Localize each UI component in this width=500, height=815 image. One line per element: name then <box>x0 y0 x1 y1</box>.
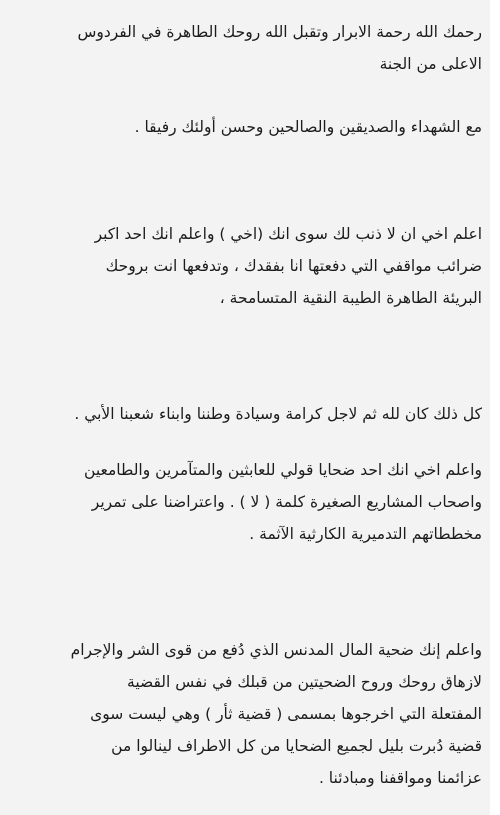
text-line: لازهاق روحك وروح الضحيتين من قبلك في نفس القضية <box>127 673 482 691</box>
text-line: واعلم إنك ضحية المال المدنس الذي دُفع من قوى الشر والإجرام <box>70 641 482 659</box>
paragraph-condolence <box>20 16 482 80</box>
paragraph-brother <box>20 218 482 314</box>
text-line: واعلم اخي انك احد ضحايا قولي للعابثين والمتآمرين والطامعين <box>84 461 482 479</box>
text-line: عزائمنا ومواقفنا ومبادئنا . <box>318 769 482 787</box>
text-line: المفتعلة التي اخرجوها بمسمى ( قضية ثأر ) وهي ليست سوى <box>90 705 482 723</box>
text-line: مع الشهداء والصديقين والصالحين وحسن أولئك رفيقا . <box>134 118 482 136</box>
text-line: قضية دُبرت بليل لجميع الضحايا من كل الاطراف لينالوا من <box>111 737 482 755</box>
paragraph-victims <box>20 454 482 550</box>
paragraph-dignity <box>20 398 482 430</box>
text-line: مخططاتهم التدميرية الكارثية الآثمة . <box>249 525 482 543</box>
text-line: البريئة الطاهرة الطيبة النقية المتسامحة ، <box>219 289 482 307</box>
paragraph-dirty-money <box>20 634 482 794</box>
text-line: كل ذلك كان لله ثم لاجل كرامة وسيادة وطننا وابناء شعبنا الأبي . <box>74 405 482 423</box>
text-line: رحمك الله رحمة الابرار وتقبل الله روحك الطاهرة في الفردوس <box>77 23 482 41</box>
text-line: اعلم اخي ان لا ذنب لك سوى انك (اخي ) واعلم انك احد اكبر <box>94 225 482 243</box>
text-line: ضرائب مواقفي التي دفعتها انا بفقدك ، وتدفعها انت بروحك <box>105 257 482 275</box>
page-edge <box>490 0 500 815</box>
paragraph-martyrs <box>20 111 482 143</box>
text-line: الاعلى من الجنة <box>379 55 482 73</box>
text-line: واصحاب المشاريع الصغيرة كلمة ( لا ) . واعتراضنا على تمرير <box>91 493 482 511</box>
